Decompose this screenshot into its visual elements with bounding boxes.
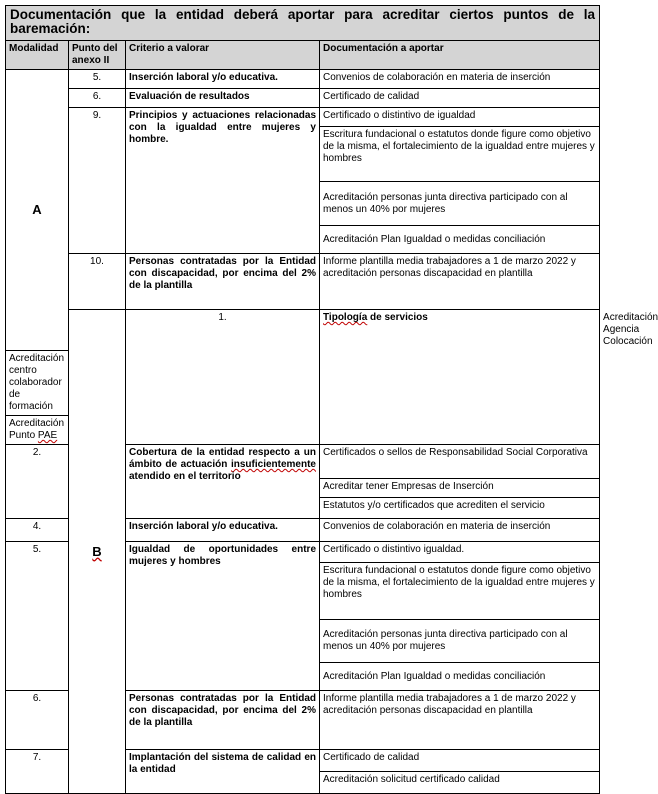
doc-cell: Certificados o sellos de Responsabilidad Social Corporativa: [320, 445, 600, 479]
doc-cell: Certificado o distintivo de igualdad: [320, 108, 600, 127]
doc-cell: Acreditación Plan Igualdad o medidas conciliación: [320, 226, 600, 254]
doc-cell: Escritura fundacional o estatutos donde figure como objetivo de la misma, el fortalecimiento de la igualdad entre mujeres y hombres: [320, 563, 600, 620]
header-modalidad: Modalidad: [6, 41, 69, 70]
doc-cell: Acreditar tener Empresas de Inserción: [320, 479, 600, 498]
table-row: [6, 89, 600, 108]
table-row: [6, 70, 600, 89]
punto-cell: 7.: [6, 750, 69, 794]
punto-cell: 5.: [6, 542, 69, 691]
doc-cell: Acreditación personas junta directiva participado con al menos un 40% por mujeres: [320, 182, 600, 226]
criterio-cell: Implantación del sistema de calidad en la entidad: [126, 750, 320, 794]
table-row: [6, 254, 600, 310]
table-row: B 1. Tipología de servicios Acreditación Agencia Colocación: [6, 310, 600, 351]
criterio-cell: Evaluación de resultados: [126, 89, 320, 108]
header-documentacion: Documentación a aportar: [320, 41, 600, 70]
doc-cell: Acreditación Punto PAE: [6, 416, 69, 445]
doc-cell: Certificado o distintivo igualdad.: [320, 542, 600, 563]
doc-cell: Informe plantilla media trabajadores a 1 de marzo 2022 y acreditación personas discapacidad en plantilla: [320, 691, 600, 750]
modalidad-b-cell: B: [69, 310, 126, 794]
doc-cell: Certificado de calidad: [320, 750, 600, 772]
header-criterio: Criterio a valorar: [126, 41, 320, 70]
punto-cell: 4.: [6, 519, 69, 542]
doc-cell: Acreditación centro colaborador de formación: [6, 351, 69, 416]
table-title: Documentación que la entidad deberá aportar para acreditar ciertos puntos de la baremación:: [6, 6, 600, 41]
criterio-cell: Igualdad de oportunidades entre mujeres y hombres: [126, 542, 320, 691]
table-row: [6, 108, 600, 127]
baremacion-table: [5, 5, 658, 794]
doc-cell: Estatutos y/o certificados que acrediten el servicio: [320, 498, 600, 519]
punto-cell: 10.: [69, 254, 126, 310]
criterio-cell: Inserción laboral y/o educativa.: [126, 70, 320, 89]
criterio-cell: Personas contratadas por la Entidad con discapacidad, por encima del 2% de la plantilla: [126, 254, 320, 310]
modalidad-a-cell: A: [6, 70, 69, 351]
doc-cell: Acreditación personas junta directiva participado con al menos un 40% por mujeres: [320, 620, 600, 663]
header-row: [6, 41, 600, 70]
punto-cell: 6.: [69, 89, 126, 108]
criterio-cell: Cobertura de la entidad respecto a un ámbito de actuación insuficientemente atendido en el territorio: [126, 445, 320, 519]
doc-cell: Certificado de calidad: [320, 89, 600, 108]
doc-cell: Convenios de colaboración en materia de inserción: [320, 70, 600, 89]
doc-cell: Acreditación Plan Igualdad o medidas conciliación: [320, 663, 600, 691]
doc-cell: Informe plantilla media trabajadores a 1 de marzo 2022 y acreditación personas discapacidad en plantilla: [320, 254, 600, 310]
punto-cell: 6.: [6, 691, 69, 750]
paragraph-marker: [5, 740, 6, 747]
doc-cell: Acreditación solicitud certificado calidad: [320, 772, 600, 794]
punto-cell: 5.: [69, 70, 126, 89]
doc-cell: Escritura fundacional o estatutos donde figure como objetivo de la misma, el fortalecimiento de la igualdad entre mujeres y hombres: [320, 127, 600, 182]
criterio-cell: Principios y actuaciones relacionadas con la igualdad entre mujeres y hombre.: [126, 108, 320, 254]
punto-cell: 9.: [69, 108, 126, 254]
criterio-cell: Inserción laboral y/o educativa.: [126, 519, 320, 542]
criterio-cell: Personas contratadas por la Entidad con discapacidad, por encima del 2% de la plantilla: [126, 691, 320, 750]
doc-cell: Convenios de colaboración en materia de inserción: [320, 519, 600, 542]
punto-cell: 1.: [126, 310, 320, 445]
header-punto: Punto del anexo II: [69, 41, 126, 70]
punto-cell: 2.: [6, 445, 69, 519]
criterio-cell: Tipología de servicios: [320, 310, 600, 445]
